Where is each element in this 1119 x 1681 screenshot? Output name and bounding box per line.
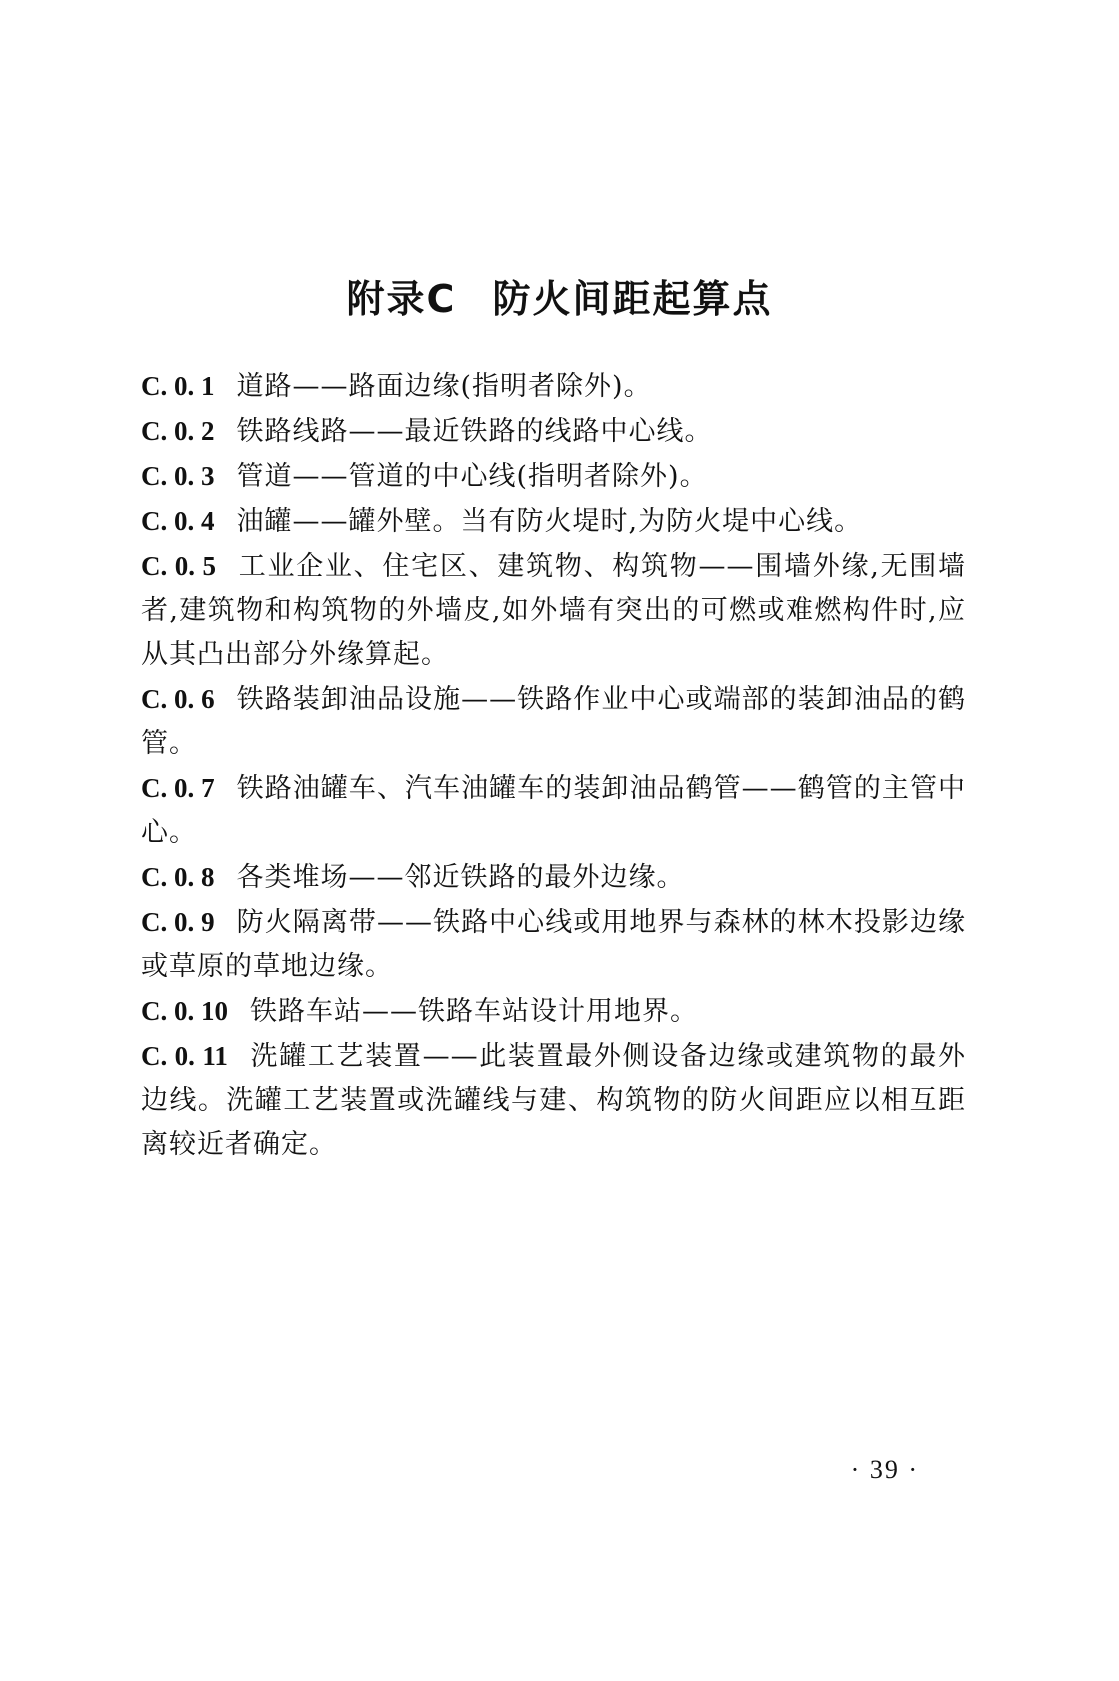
clause-text: 洗罐工艺装置——此装置最外侧设备边缘或建筑物的最外边线。洗罐工艺装置或洗罐线与建、构筑物的防火间距应以相互距离较近者确定。 — [141, 1041, 966, 1160]
clause-text: 管道——管道的中心线(指明者除外)。 — [236, 461, 708, 492]
clause-number: C. 0. 11 — [141, 1041, 228, 1071]
clause-number: C. 0. 3 — [141, 461, 215, 491]
appendix-label: 附录C — [346, 277, 457, 321]
clause-text: 道路——路面边缘(指明者除外)。 — [236, 371, 652, 402]
clause-item — [141, 900, 966, 989]
clause-item — [141, 677, 966, 766]
clause-number: C. 0. 7 — [141, 773, 215, 803]
clause-number: C. 0. 8 — [141, 862, 215, 892]
clause-item — [141, 364, 966, 409]
appendix-title — [0, 268, 1119, 323]
clause-text: 铁路车站——铁路车站设计用地界。 — [250, 996, 698, 1027]
clause-number: C. 0. 1 — [141, 371, 215, 401]
clause-text: 油罐——罐外壁。当有防火堤时,为防火堤中心线。 — [236, 506, 863, 537]
clause-text: 防火隔离带——铁路中心线或用地界与森林的林木投影边缘或草原的草地边缘。 — [141, 907, 967, 982]
clause-item — [141, 454, 966, 499]
clause-item — [141, 1034, 966, 1167]
clause-number: C. 0. 10 — [141, 996, 228, 1026]
clause-number: C. 0. 2 — [141, 416, 215, 446]
clause-number: C. 0. 4 — [141, 506, 215, 536]
appendix-heading: 防火间距起算点 — [492, 277, 773, 321]
clause-item — [141, 855, 966, 900]
clause-text: 工业企业、住宅区、建筑物、构筑物——围墙外缘,无围墙者,建筑物和构筑物的外墙皮,如外墙有突出的可燃或难燃构件时,应从其凸出部分外缘算起。 — [141, 551, 966, 670]
clause-list — [141, 364, 966, 1167]
clause-text: 铁路油罐车、汽车油罐车的装卸油品鹤管——鹤管的主管中心。 — [141, 773, 967, 848]
clause-item — [141, 499, 966, 544]
clause-text: 各类堆场——邻近铁路的最外边缘。 — [236, 862, 685, 893]
clause-item — [141, 989, 966, 1034]
clause-item — [141, 409, 966, 454]
page-number: · 39 · — [850, 1455, 919, 1484]
clause-number: C. 0. 5 — [141, 551, 216, 581]
clause-text: 铁路线路——最近铁路的线路中心线。 — [236, 416, 713, 447]
clause-number: C. 0. 9 — [141, 907, 215, 937]
clause-item — [141, 766, 966, 855]
clause-text: 铁路装卸油品设施——铁路作业中心或端部的装卸油品的鹤管。 — [141, 684, 967, 759]
clause-item — [141, 544, 966, 677]
clause-number: C. 0. 6 — [141, 684, 215, 714]
